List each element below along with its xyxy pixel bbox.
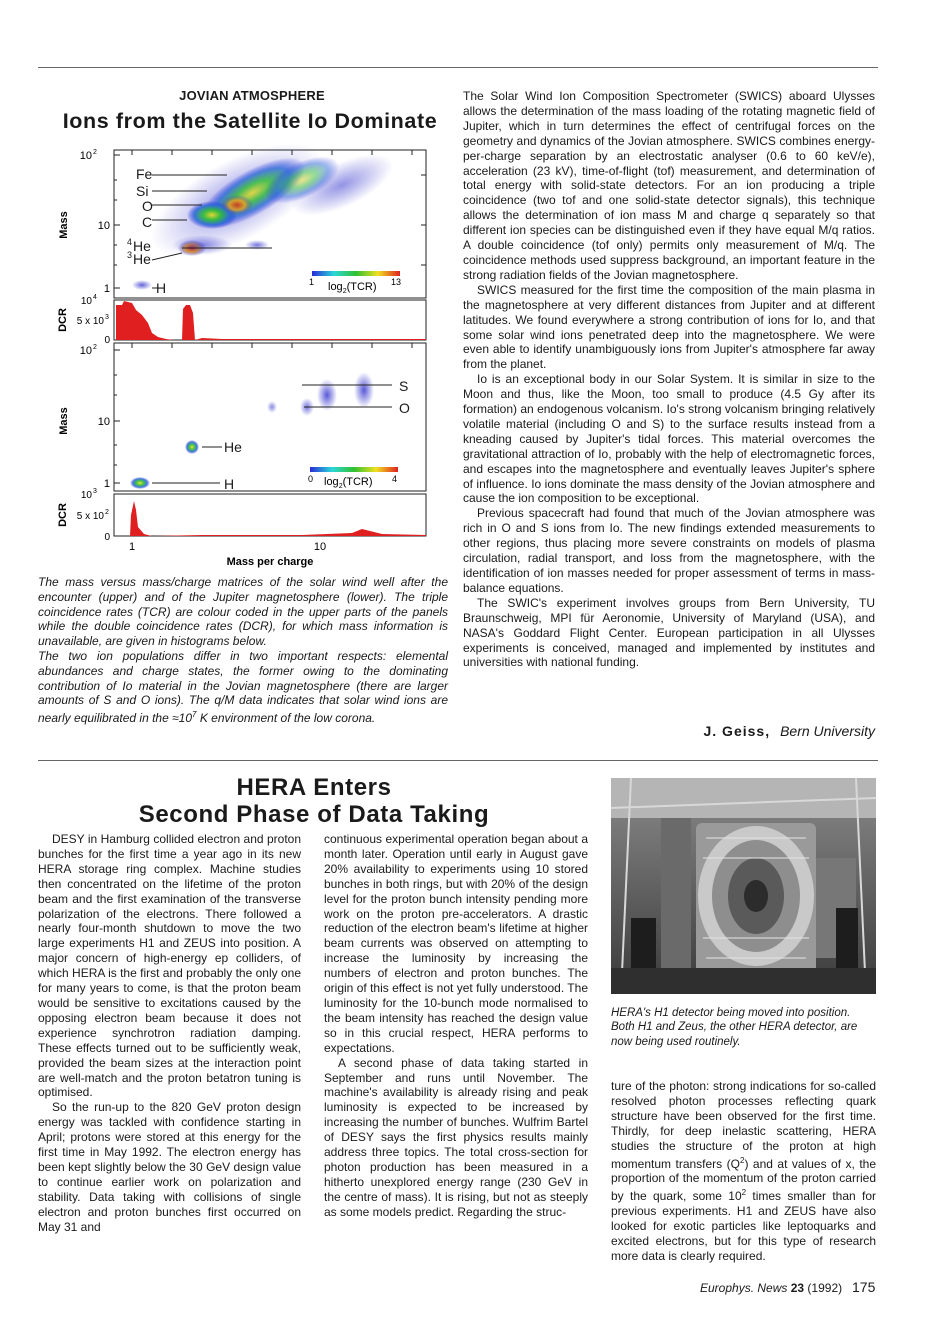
upper-tick-y-mid: 10 [97, 220, 110, 232]
hera-col3-paragraph-1: ture of the photon: strong indications for so-called resolved photon processes reflecting quark structure have been observed for the first time. Thirdly, for deep inelastic scattering, HERA studies the structure of the proton at high momentum transfers $(Q^2)$ and at values of x, the proportion of the momentum of the proton carried by the quark, some $10^2$ times smaller than for previous experiments. H1 and ZEUS have also looked for exotic particles like leptoquarks and excited electrons, but for this type of research more data is clearly required. [611, 1079, 876, 1263]
lower-cbar-log: log [324, 476, 339, 488]
lower-dcr-label: DCR [57, 503, 69, 527]
lower-colorbar [310, 467, 398, 472]
footer-journal: Europhys. News [700, 1281, 788, 1295]
upper-dcr-histogram [116, 301, 426, 340]
lower-dcr-mid-exp: 2 [105, 509, 109, 516]
footer-year: (1992) [807, 1281, 843, 1295]
mass-charge-matrices [52, 145, 457, 575]
upper-cbar-min: 1 [309, 277, 315, 287]
jovian-body-column [463, 89, 875, 670]
upper-dcr-mid: 5 x 10 [76, 316, 104, 327]
lower-dcr-top-exp: 3 [93, 488, 97, 495]
x-tick-right: 10 [313, 541, 327, 553]
lower-tick-y-mid: 10 [97, 416, 110, 428]
footer-citation [700, 1281, 842, 1295]
jovian-figure-caption [38, 575, 448, 726]
label-he3-sup: 3 [127, 250, 133, 260]
jovian-paragraph-1: The Solar Wind Ion Composition Spectrometer (SWICS) aboard Ulysses allows the determination of the mass loading of the rotating magnetic field of Jupiter, which in turn determines the effect of centrifugal forces on the geometry and dynamics of the Jovian atmosphere. SWICS combines energy-per-charge separation by an electrostatic analyser (0.6 to 60 keV/e), acceleration (23 kV), time-of-flight (tof) measurement, and determination of total energy with solid-state detectors. For an ion producing a triple coincidence (two tof and one solid-state detector signals), this technique allows the determination of ion mass M and charge q separately so that different ion species can be distinguished even if they have equal M/q ratios. A double coincidence (tof only) permits only measurement of M/q. The coincidence methods used suppress background, an important feature in the strong radiation fields of the Jovian magnetosphere. [463, 89, 875, 282]
x-tick-left: 1 [128, 541, 136, 553]
page-number: 175 [852, 1279, 876, 1295]
upper-scatter-cloud [132, 145, 401, 290]
label-fe: Fe [136, 166, 153, 182]
upper-cbar-sub: 2 [342, 288, 347, 295]
label-he3: He [133, 251, 151, 267]
upper-dcr-frame [114, 300, 426, 340]
hera-title-line-2: Second Phase of Data Taking [138, 801, 490, 828]
upper-tick-y-top-exp: 2 [93, 149, 97, 156]
footer-volume: 23 [790, 1281, 805, 1295]
upper-dcr-top-exp: 4 [93, 294, 97, 301]
jovian-signature [463, 723, 875, 739]
hera-column-2 [324, 832, 588, 1220]
hera-col1-paragraph-2: So the run-up to the 820 GeV proton design energy was tackled with confidence starting in April; protons were stored at this energy for the first time in May 1992. The electron energy has been kept slightly below the 30 GeV design value to continue earlier work on polarization and stability. Data taking with collisions of single electron and proton bunches first occurred on May 31 and [38, 1100, 301, 1234]
upper-cbar-tail: (TCR) [346, 281, 377, 293]
lower-tick-y-top-exp: 2 [93, 344, 97, 351]
label-s: S [399, 378, 409, 394]
upper-ylabel: Mass [58, 211, 70, 239]
label-c: C [142, 214, 153, 230]
upper-tick-y-top: 10 [79, 150, 92, 162]
label-si: Si [136, 183, 149, 199]
lower-dcr-frame [114, 494, 426, 536]
upper-cbar-max: 13 [391, 277, 402, 287]
upper-tick-y-bot: 1 [103, 283, 110, 295]
lower-dcr-mid: 5 x 10 [76, 511, 104, 522]
lower-cbar-tail: (TCR) [342, 476, 373, 488]
jovian-figure [52, 145, 457, 575]
jovian-author: J. Geiss, [703, 723, 771, 739]
upper-colorbar [312, 271, 400, 276]
lower-tick-y-bot: 1 [103, 478, 110, 490]
label-o: O [142, 198, 153, 214]
jovian-affiliation: Bern University [780, 723, 875, 739]
label-h-lower: H [224, 476, 235, 492]
upper-dcr-label: DCR [57, 308, 69, 332]
lower-cbar-max: 4 [392, 474, 398, 484]
h1-detector-photo [611, 778, 876, 994]
lower-tick-y-top: 10 [79, 345, 92, 357]
label-o-lower: O [399, 400, 410, 416]
hera-col2-paragraph-1: continuous experimental operation began about a month later. Operation until early in August gave 20% availability to experiments using 10 stored bunches in both rings, but with 20% of the design level for the proton bunch intensity pending more work on the proton pre-accelerators. A drastic reduction of the electron beam's lifetime at higher beam currents was observed on attempting to increase the luminosity by increasing the numbers of electron and proton bunches. The origin of this effect is not yet fully understood. The luminosity for the 10-bunch mode normalised to the beam intensity has reached the design value so in this crucial respect, HERA performs to expectations. [324, 832, 588, 1055]
label-he4-sup: 4 [127, 237, 133, 247]
lower-dcr-top: 10 [80, 490, 92, 501]
upper-dcr-top: 10 [80, 296, 92, 307]
lower-cbar-min: 0 [308, 474, 314, 484]
ten-squared-sup: 2 [741, 1188, 747, 1198]
lower-dcr-bot: 0 [104, 532, 110, 543]
x-axis-label: Mass per charge [226, 556, 314, 568]
lower-ylabel: Mass [58, 407, 70, 435]
q-squared-sup: 2 [739, 1155, 745, 1165]
lower-dcr-histogram [130, 501, 426, 536]
hera-column-3 [611, 1079, 876, 1264]
label-he: He [224, 439, 242, 455]
label-h: H [156, 280, 167, 296]
jovian-title: Ions from the Satellite Io Dominate [62, 109, 438, 133]
jovian-paragraph-5: The SWIC's experiment involves groups from Bern University, TU Braunschweig, MPI für Aeronomie, University of Maryland (USA), and NASA's Goddard Flight Center. European participation in all Ulysses experiments is conceived, managed and implemented by institutes and universities with national funding. [463, 595, 875, 670]
hera-column-1 [38, 832, 301, 1234]
section-rule [38, 760, 878, 761]
upper-cbar-label [328, 281, 377, 295]
upper-dcr-mid-exp: 3 [105, 314, 109, 321]
upper-dcr-bot: 0 [104, 335, 110, 346]
photo-caption: HERA's H1 detector being moved into position. Both H1 and Zeus, the other HERA detector, are now being used routinely. [611, 1007, 858, 1048]
lower-cbar-label [324, 476, 373, 490]
jovian-paragraph-2: SWICS measured for the first time the composition of the main plasma in the magnetosphere at very different distances from Jupiter and at different latitudes. We found everywhere a strong contribution of ions for Io, and that some solar wind ions penetrated deep into the magnetosphere. We were even able to identify unambiguously ions from Jupiter's atmosphere far away from the planet. [463, 282, 875, 372]
jovian-paragraph-3: Io is an exceptional body in our Solar System. It is similar in size to the Moon and thus, like the Moon, too small to produce (4.5 Gy after its formation) an endogenous volcanism. Io's strong volcanism bringing relatively volatile material (including O and S) to the surface results instead from a kneading caused by Jupiter's tidal forces. This material overcomes the gravitational attraction of Io, probably with the help of electromagnetic forces, and escapes into the magnetosphere and eventually leaves Jupiter's sphere of influence. Io ions dominate the mass density of the Jovian atmosphere and cause the ion composition to be exceptional. [463, 372, 875, 506]
upper-cbar-log: log [328, 281, 343, 293]
label-he4: He [133, 238, 151, 254]
caption-paragraph-1: The mass versus mass/charge matrices of the solar wind well after the encounter (upper) and of the Jupiter magnetosphere (lower). The triple coincidence rates (TCR) are colour coded in the upper parts of the panels while the double coincidence rates (DCR), for which mass information is unavailable, are given in histograms below. [38, 575, 448, 649]
hera-col2-paragraph-2: A second phase of data taking started in September and runs until November. The machine's availability is already rising and peak luminosity is expected to be increased by increasing the number of bunches. Wulfrim Bartel of DESY says the first physics results mainly address three topics. The total cross-section for photon production has been measured in a hitherto unexplored energy range (230 GeV in the centre of mass). It is rising, but not as steeply as some models predict. Regarding the struc- [324, 1055, 588, 1219]
top-rule [38, 67, 878, 68]
caption-paragraph-2: The two ion populations differ in two important respects: elemental abundances and charge states, the former owing to the dominating contribution of Io material in the Jovian magnetosphere (there are larger amounts of S and O ions). The q/M data indicates that solar wind ions are nearly equilibrated in the $\approx 10^7$ K environment of the low corona. [38, 648, 448, 726]
jovian-kicker: JOVIAN ATMOSPHERE [179, 88, 325, 103]
hera-title-line-1: HERA Enters [236, 774, 392, 801]
lower-cbar-sub: 2 [338, 483, 343, 490]
caption-exponent: 7 [192, 710, 197, 720]
jovian-paragraph-4: Previous spacecraft had found that much of the Jovian atmosphere was rich in O and S ions from Io. The new findings extended measurements to other regions, thus placing more severe constraints on models of plasma circulation, radial transport, and loss from the magnetosphere, with the identification of ion masses needed for proper assessment of terms in mass-balance equations. [463, 506, 875, 595]
hera-col1-paragraph-1: DESY in Hamburg collided electron and proton bunches for the first time a year ago in its new HERA storage ring complex. Machine studies then concentrated on the lifetime of the proton beam and the first examination of the transverse polarization of the electrons. There followed a nearly four-month shutdown to move the two large experiments H1 and ZEUS into position. A major concern of high-energy ep colliders, of which HERA is the first and probably the only one for many years to come, is that the proton beam would be sensitive to excitations caused by the opposing electron beam because it does not experience synchrotron radiation damping. These effects turned out to be sufficiently weak, provided the beam sizes at the interaction point are well-match and the proton betatron tuning is optimised. [38, 832, 301, 1100]
